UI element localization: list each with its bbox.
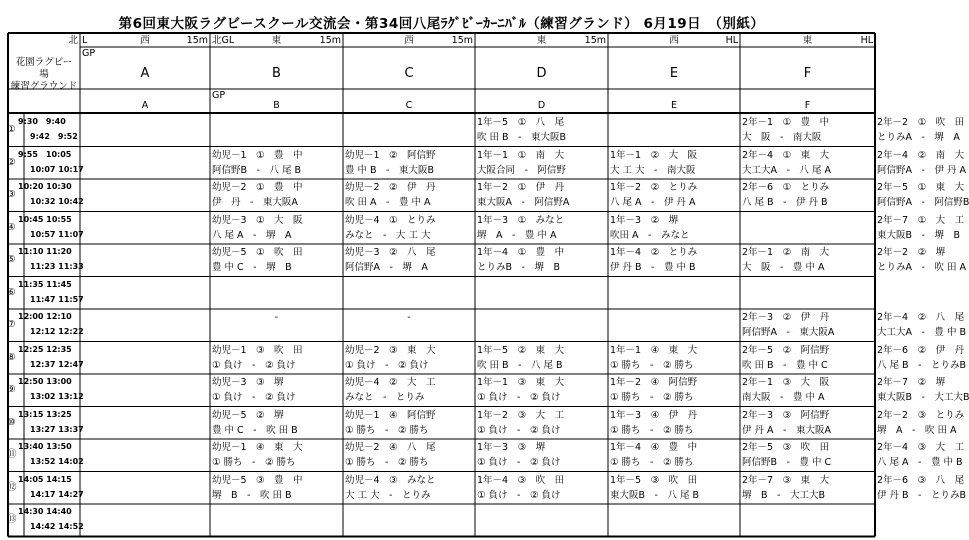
- match-teams: 豊 中 C - 堺 B: [212, 262, 292, 273]
- end-time: 11:47 11:57: [30, 294, 84, 304]
- match-teams: 東大阪B - 八 尾 B: [610, 489, 700, 501]
- match-header: 2年－4 ③ 大 工: [877, 442, 965, 453]
- match-teams: 堺 A - 吹 田 A: [877, 424, 957, 436]
- start-time: 9:55 10:05: [18, 149, 72, 159]
- match-header: 2年－4 ② 南 大: [877, 149, 965, 161]
- slot-number: ⑩: [7, 416, 16, 428]
- slot-number: ⑫: [7, 481, 17, 493]
- start-time: 13:40 13:50: [18, 442, 72, 451]
- match-header: -: [407, 312, 411, 323]
- field-sublabel-a: A: [141, 100, 149, 111]
- match-teams: とりみA - 堺 A: [877, 132, 960, 143]
- match-header: 1年－3 ③ 堺: [477, 442, 546, 453]
- match-teams: 豊 中 B - 東大阪B: [345, 164, 435, 176]
- field-sublabel-c: C: [405, 100, 413, 111]
- match-header: 幼児－4 ② 大 工: [345, 377, 436, 388]
- match-header: 2年－6 ③ 八 尾: [877, 474, 965, 486]
- match-header: 2年－3 ③ 阿信野: [742, 409, 830, 421]
- match-teams: 大 工 大 - 南大阪: [610, 164, 696, 176]
- slot-number: ⑨: [7, 384, 16, 395]
- field-label-d: D: [536, 66, 547, 81]
- direction-label: 北: [68, 35, 78, 46]
- venue-name: 場: [39, 69, 49, 80]
- match-teams: ① 負け - ② 負け: [477, 424, 561, 436]
- start-time: 14:05 14:15: [18, 474, 72, 484]
- direction-label: 西: [404, 35, 414, 46]
- match-header: 幼児－1 ④ 東 大: [212, 442, 303, 453]
- venue-name: 花園ラグビー: [15, 57, 73, 68]
- field-label-f: F: [803, 66, 812, 81]
- slot-number: ⑧: [7, 351, 16, 363]
- direction-label: 東: [802, 35, 813, 46]
- match-teams: 吹 田 B - 東大阪B: [477, 132, 567, 143]
- slot-number: ③: [7, 189, 16, 200]
- direction-label: 東: [536, 35, 547, 46]
- match-header: 幼児－2 ③ 東 大: [345, 344, 436, 356]
- match-header: 2年－5 ② 阿信野: [742, 344, 830, 356]
- match-header: -: [274, 312, 279, 323]
- field-label-b: B: [272, 66, 281, 81]
- match-header: 1年－2 ④ 阿信野: [610, 377, 698, 388]
- match-teams: 大工大A - 豊 中 B: [877, 327, 966, 338]
- end-time: 10:07 10:17: [30, 164, 84, 174]
- match-header: 幼児－1 ② 阿信野: [345, 149, 436, 161]
- match-header: 1年－1 ④ 東 大: [610, 344, 698, 356]
- field-sublabel-b: B: [273, 100, 280, 111]
- match-teams: 大 工 大 - とりみ: [345, 489, 431, 501]
- match-teams: 東大阪A - 阿信野A: [477, 197, 570, 208]
- match-header: 1年－2 ③ 大 工: [477, 409, 565, 421]
- slot-number: ①: [7, 124, 16, 135]
- match-teams: 伊 丹 - 東大阪A: [212, 197, 298, 208]
- match-teams: 東大阪B - 堺 B: [877, 229, 960, 241]
- match-header: 幼児－5 ① 吹 田: [212, 247, 303, 258]
- start-time: 13:15 13:25: [18, 409, 72, 419]
- match-header: 2年－4 ① 東 大: [742, 149, 830, 161]
- field-sublabel-f: F: [804, 100, 811, 111]
- match-teams: ① 勝ち - ② 勝ち: [610, 424, 694, 436]
- match-teams: 吹 田 B - 八 尾 B: [477, 359, 563, 371]
- start-time: 11:10 11:20: [18, 247, 72, 256]
- match-header: 1年－4 ④ 豊 中: [610, 442, 698, 453]
- field-label-e: E: [669, 66, 679, 81]
- direction-label: 15m: [451, 35, 473, 46]
- end-time: 13:02 13:12: [30, 392, 84, 401]
- match-header: 幼児－2 ④ 八 尾: [345, 442, 436, 453]
- slot-number: ④: [7, 221, 16, 233]
- match-teams: 吹 田 B - 豊 中 C: [742, 359, 828, 371]
- match-header: 2年－6 ① とりみ: [742, 182, 830, 193]
- match-teams: 堺 A - 豊 中 A: [477, 229, 557, 241]
- start-time: 14:30 14:40: [18, 507, 72, 516]
- match-header: 1年－1 ② 大 阪: [610, 149, 698, 161]
- match-teams: ① 負け - ② 負け: [477, 489, 561, 501]
- match-header: 幼児－1 ③ 吹 田: [212, 344, 303, 356]
- end-time: 13:27 13:37: [30, 424, 84, 434]
- match-teams: ① 勝ち - ② 勝ち: [610, 392, 694, 403]
- match-teams: 阿信野B - 八 尾 B: [212, 164, 302, 176]
- end-time: 14:17 14:27: [30, 489, 84, 499]
- slot-number: ⑬: [7, 514, 17, 525]
- match-header: 2年－2 ① 吹 田: [877, 117, 965, 128]
- match-header: 1年－3 ② 堺: [610, 214, 679, 226]
- match-header: 2年－1 ② 南 大: [742, 247, 830, 258]
- start-time: 11:35 11:45: [18, 279, 72, 289]
- match-teams: 南大阪 - 豊 中 A: [742, 392, 825, 403]
- match-teams: ① 負け - ② 負け: [477, 457, 561, 468]
- match-teams: 吹田 A - みなと: [610, 229, 690, 241]
- direction-label: 15m: [584, 35, 606, 46]
- match-header: 1年－2 ① 伊 丹: [477, 182, 565, 193]
- match-teams: ① 負け - ② 負け: [477, 392, 561, 403]
- direction-label: 西: [669, 35, 679, 46]
- field-sublabel-e: E: [670, 100, 677, 111]
- match-teams: 大 阪 - 豊 中 A: [742, 262, 825, 273]
- match-teams: 阿信野B - 豊 中 C: [742, 457, 832, 468]
- match-header: 2年－7 ② 堺: [877, 377, 946, 388]
- match-header: 2年－3 ② 伊 丹: [742, 312, 830, 323]
- match-teams: みなと - とりみ: [345, 392, 425, 403]
- match-header: 幼児－4 ③ みなと: [345, 474, 436, 486]
- match-teams: 阿信野A - 堺 A: [345, 262, 428, 273]
- match-teams: 八 尾 A - 堺 A: [212, 229, 292, 241]
- match-teams: 大 阪 - 南大阪: [742, 132, 822, 143]
- start-time: 9:30 9:40: [18, 117, 66, 126]
- field-label-a: A: [140, 66, 150, 81]
- match-header: 2年－1 ③ 大 阪: [742, 377, 830, 388]
- match-header: 幼児－1 ① 豊 中: [212, 149, 303, 161]
- direction-label: 北GL: [212, 35, 235, 46]
- match-teams: ① 負け - ② 負け: [212, 359, 296, 371]
- start-time: 12:00 12:10: [18, 312, 72, 321]
- match-teams: 八 尾 B - とりみB: [877, 359, 967, 371]
- match-header: 2年－1 ① 豊 中: [742, 117, 830, 128]
- end-time: 12:37 12:47: [30, 359, 84, 369]
- match-header: 1年－5 ③ 吹 田: [610, 474, 698, 486]
- match-teams: 八 尾 A - 豊 中 B: [877, 457, 963, 468]
- match-header: 1年－4 ② とりみ: [610, 247, 698, 258]
- match-header: 幼児－3 ① 大 阪: [212, 214, 303, 226]
- slot-number: ⑪: [7, 449, 17, 460]
- slot-number: ⑦: [7, 319, 16, 330]
- match-teams: 八 尾 A - 伊 丹 A: [610, 197, 696, 208]
- match-header: 幼児－1 ④ 阿信野: [345, 409, 436, 421]
- match-teams: 大工大A - 八 尾 A: [742, 164, 831, 176]
- match-header: 2年－7 ① 大 工: [877, 214, 965, 226]
- end-time: 11:23 11:33: [30, 262, 84, 271]
- direction-label: HL: [860, 35, 873, 46]
- match-header: 幼児－2 ② 伊 丹: [345, 182, 436, 193]
- match-header: 1年－3 ① みなと: [477, 214, 565, 226]
- match-header: 1年－5 ② 東 大: [477, 344, 565, 356]
- match-header: 2年－7 ③ 東 大: [742, 474, 830, 486]
- match-header: 1年－5 ① 八 尾: [477, 117, 565, 128]
- venue-name: 練習グラウンド: [10, 81, 78, 92]
- end-time: 12:12 12:22: [30, 327, 84, 336]
- end-time: 10:32 10:42: [30, 197, 84, 206]
- match-teams: ① 勝ち - ② 勝ち: [345, 424, 429, 436]
- match-teams: 伊 丹 A - 東大阪A: [742, 424, 831, 436]
- start-time: 12:50 13:00: [18, 377, 72, 386]
- match-teams: とりみA - 吹 田 A: [877, 262, 966, 273]
- match-header: 幼児－5 ② 堺: [212, 409, 284, 421]
- end-time: 9:42 9:52: [30, 132, 78, 141]
- match-teams: 吹 田 A - 豊 中 A: [345, 197, 431, 208]
- end-time: 14:42 14:52: [30, 522, 84, 531]
- match-teams: ① 勝ち - ② 勝ち: [212, 457, 296, 468]
- field-label-c: C: [404, 66, 414, 81]
- match-teams: ① 負け - ② 負け: [345, 359, 429, 371]
- match-header: 1年－4 ③ 吹 田: [477, 474, 565, 486]
- match-teams: 豊 中 C - 吹 田 B: [212, 424, 298, 436]
- end-time: 13:52 14:02: [30, 457, 84, 466]
- match-teams: みなと - 大 工 大: [345, 229, 431, 241]
- match-teams: ① 勝ち - ② 勝ち: [610, 457, 694, 468]
- slot-number: ②: [7, 156, 16, 168]
- match-teams: 阿信野A - 阿信野B: [877, 197, 969, 208]
- goal-post-label: GP: [212, 90, 226, 101]
- match-header: 1年－3 ④ 伊 丹: [610, 409, 698, 421]
- start-time: 10:20 10:30: [18, 182, 72, 191]
- page-title: 第6回東大阪ラグビースクール交流会・第34回八尾ﾗｸﾞﾋﾞｰｶｰﾆﾊﾞﾙ（練習グランド） 6月19日 （別紙）: [118, 16, 765, 32]
- match-teams: 大阪合同 - 阿信野: [477, 164, 566, 176]
- direction-label: 西: [140, 35, 150, 46]
- match-header: 1年－4 ① 豊 中: [477, 247, 565, 258]
- direction-label: L: [82, 35, 88, 46]
- match-header: 幼児－2 ① 豊 中: [212, 182, 303, 193]
- end-time: 10:57 11:07: [30, 229, 84, 239]
- match-teams: 伊 丹 B - 豊 中 B: [610, 262, 696, 273]
- match-header: 幼児－4 ① とりみ: [345, 214, 436, 226]
- direction-label: HL: [725, 35, 738, 46]
- start-time: 12:25 12:35: [18, 344, 72, 354]
- direction-label: 15m: [186, 35, 208, 46]
- slot-number: ⑥: [7, 286, 16, 298]
- direction-label: 東: [271, 35, 282, 46]
- slot-number: ⑤: [7, 254, 16, 265]
- match-header: 2年－4 ② 八 尾: [877, 312, 965, 323]
- field-sublabel-d: D: [537, 100, 546, 111]
- match-header: 1年－1 ① 南 大: [477, 149, 565, 161]
- match-teams: 八 尾 B - 伊 丹 B: [742, 197, 828, 208]
- match-header: 2年－2 ② 堺: [877, 247, 946, 258]
- match-teams: 堺 B - 吹 田 B: [212, 489, 292, 501]
- direction-label: 15m: [319, 35, 341, 46]
- match-header: 2年－2 ③ とりみ: [877, 409, 965, 421]
- match-teams: とりみB - 堺 B: [477, 262, 560, 273]
- match-header: 2年－6 ② 伊 丹: [877, 344, 965, 356]
- match-header: 2年－5 ③ 吹 田: [742, 442, 830, 453]
- match-teams: ① 負け - ② 負け: [212, 392, 296, 403]
- match-teams: 伊 丹 B - とりみB: [877, 489, 967, 501]
- match-header: 2年－5 ① 東 大: [877, 182, 965, 193]
- match-teams: ① 勝ち - ② 勝ち: [345, 457, 429, 468]
- match-header: 幼児－3 ② 八 尾: [345, 247, 436, 258]
- match-header: 幼児－3 ③ 堺: [212, 377, 284, 388]
- match-teams: 阿信野A - 東大阪A: [742, 327, 835, 338]
- match-header: 1年－1 ③ 東 大: [477, 377, 565, 388]
- match-teams: 堺 B - 大工大B: [742, 489, 825, 501]
- match-header: 幼児－5 ③ 豊 中: [212, 474, 303, 486]
- goal-post-label: GP: [82, 48, 96, 59]
- start-time: 10:45 10:55: [18, 214, 72, 224]
- match-teams: 阿信野A - 伊 丹 A: [877, 164, 966, 176]
- match-teams: ① 勝ち - ② 勝ち: [610, 359, 694, 371]
- match-teams: 東大阪B - 大工大B: [877, 392, 969, 403]
- match-header: 1年－2 ② とりみ: [610, 182, 698, 193]
